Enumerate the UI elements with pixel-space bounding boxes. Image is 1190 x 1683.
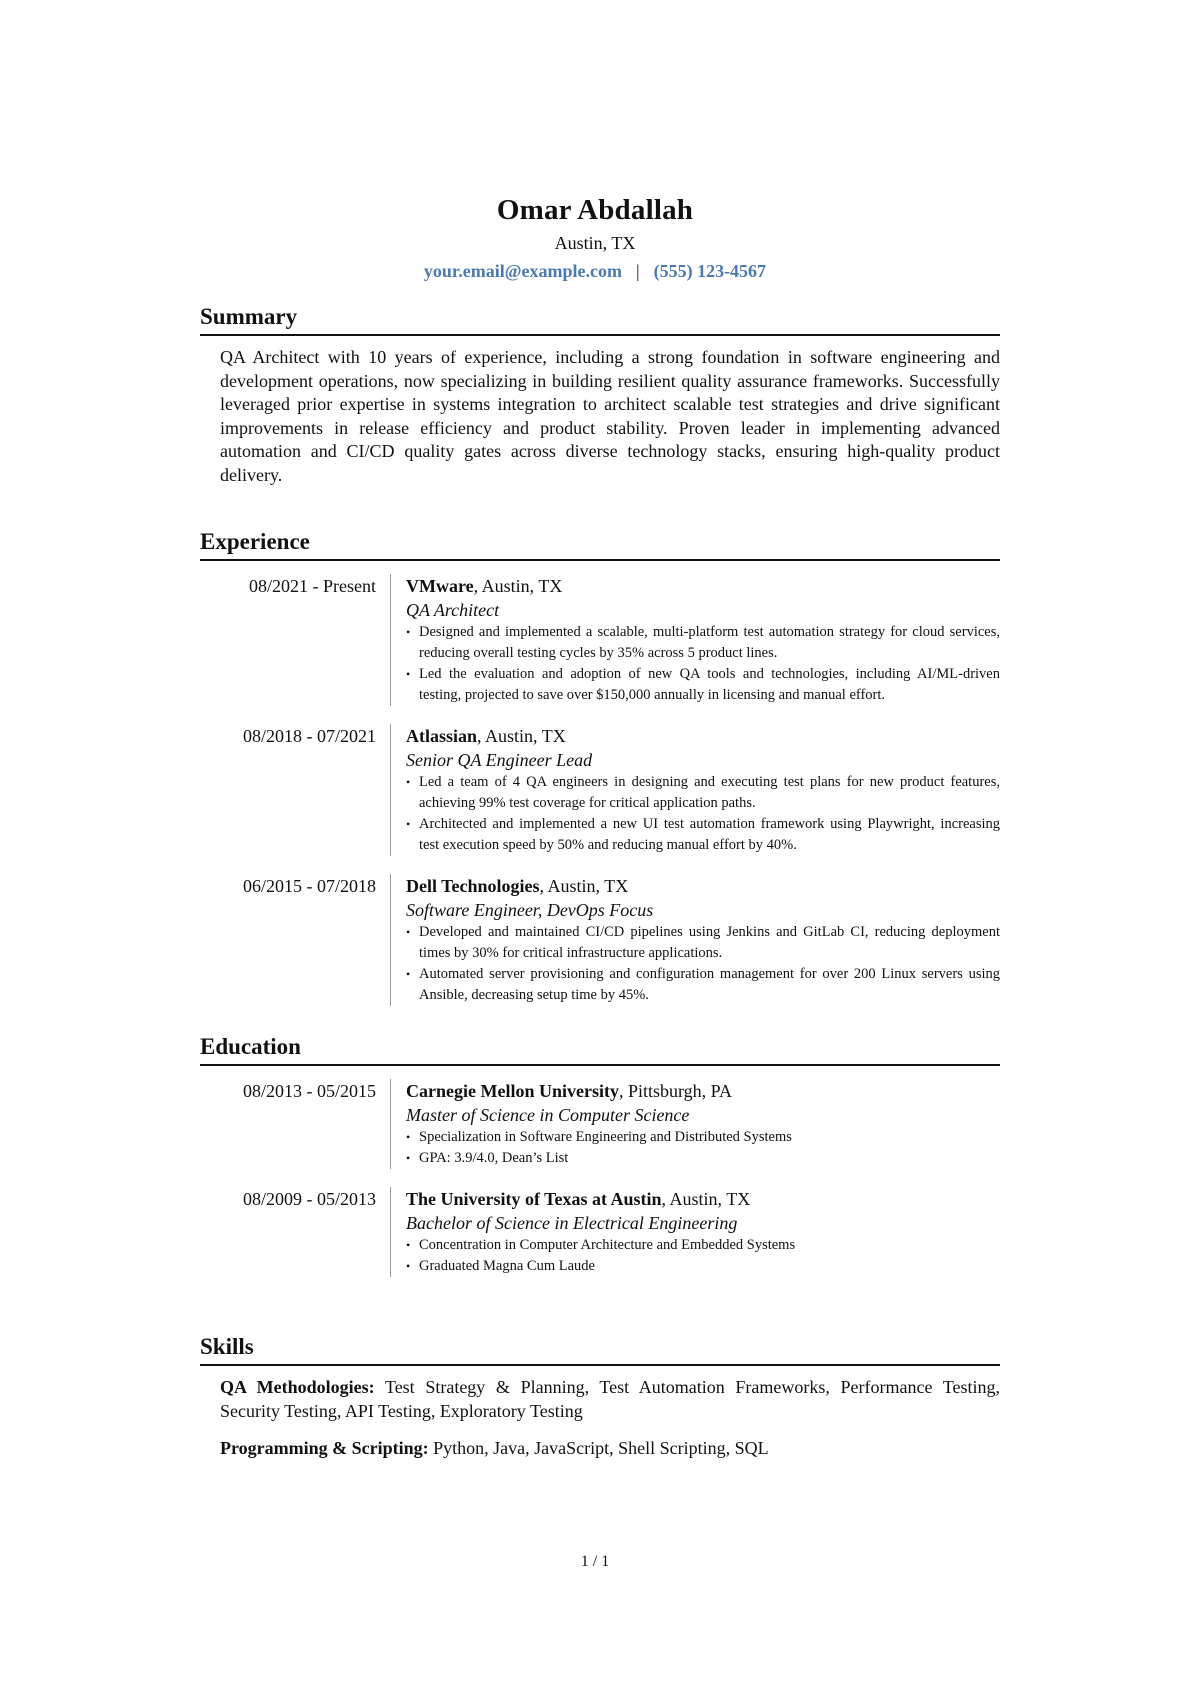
skill-label: QA Methodologies: (220, 1377, 375, 1397)
education-heading: Education (200, 1032, 1000, 1066)
entry-heading (406, 1079, 1000, 1103)
summary-text: QA Architect with 10 years of experience, including a strong foundation in software engineering and development operations, now specializing in building resilient quality assurance frameworks. Successfully leveraged prior expertise in systems integration to architect scalable test strategies and drive significant improvements in release efficiency and product stability. Proven leader in implementing advanced automation and CI/CD quality gates across diverse technology stacks, ensuring high-quality product delivery. (220, 347, 1000, 485)
entry-place: , Pittsburgh, PA (618, 1081, 733, 1101)
page-number: 1 / 1 (580, 1553, 610, 1570)
entry-body (390, 874, 1000, 1006)
entry-place: , Austin, TX (661, 1189, 751, 1209)
bullet-item: • Automated server provisioning and configuration management for over 200 Linux servers using Ansible, decreasing setup time by 45%. (406, 964, 1000, 1006)
bullet-item: • Designed and implemented a scalable, multi-platform test automation strategy for cloud services, reducing overall testing cycles by 35% across 5 product lines. (406, 622, 1000, 664)
skill-label: Programming & Scripting: (220, 1438, 429, 1458)
skills-heading: Skills (200, 1332, 1000, 1366)
entry-role: Bachelor of Science in Electrical Engineering (406, 1213, 738, 1233)
contact-line (0, 256, 1190, 286)
entry-place: , Austin, TX (539, 876, 629, 896)
candidate-location: Austin, TX (554, 233, 636, 253)
phone-link[interactable]: (555) 123-4567 (653, 261, 767, 281)
experience-entry (200, 574, 1000, 706)
entry-bullets (406, 772, 1000, 856)
education-entry (200, 1187, 1000, 1277)
candidate-name: Omar Abdallah (496, 194, 694, 226)
entry-body (390, 724, 1000, 856)
summary-section (200, 302, 1000, 487)
entry-bullets (406, 922, 1000, 1006)
entry-body (390, 1079, 1000, 1169)
entry-date: 08/2009 - 05/2013 (243, 1189, 376, 1209)
skill-value: Test Strategy & Planning, Test Automation Frameworks, Performance Testing, Security Testing, API Testing, Exploratory Testing (220, 1377, 1000, 1421)
entry-body (390, 1187, 1000, 1277)
entry-organization: VMware (406, 576, 474, 596)
experience-entry (200, 724, 1000, 856)
bullet-item: • Graduated Magna Cum Laude (406, 1256, 1000, 1277)
entry-organization: Atlassian (406, 726, 478, 746)
entry-organization: Dell Technologies (406, 876, 540, 896)
entry-bullets (406, 1127, 1000, 1169)
education-section (200, 1032, 1000, 1277)
entry-role: Software Engineer, DevOps Focus (406, 900, 654, 920)
entry-heading (406, 1187, 1000, 1211)
entry-role: Senior QA Engineer Lead (406, 750, 593, 770)
entry-bullets (406, 622, 1000, 706)
entry-date: 06/2015 - 07/2018 (243, 876, 376, 896)
entry-body (390, 574, 1000, 706)
skill-line (220, 1437, 1000, 1461)
entry-place: , Austin, TX (473, 576, 563, 596)
entry-organization: Carnegie Mellon University (406, 1081, 619, 1101)
summary-heading: Summary (200, 302, 1000, 336)
skill-value: Python, Java, JavaScript, Shell Scripting, SQL (428, 1438, 769, 1458)
entry-role: QA Architect (406, 600, 500, 620)
bullet-item: • Concentration in Computer Architecture and Embedded Systems (406, 1235, 1000, 1256)
resume-header (0, 190, 1190, 286)
email-link[interactable]: your.email@example.com (423, 261, 622, 281)
entry-role: Master of Science in Computer Science (406, 1105, 690, 1125)
bullet-item: • Developed and maintained CI/CD pipelines using Jenkins and GitLab CI, reducing deployment times by 30% for critical infrastructure applications. (406, 922, 1000, 964)
entry-heading (406, 874, 1000, 898)
entry-date: 08/2018 - 07/2021 (243, 726, 376, 746)
bullet-item: • Specialization in Software Engineering and Distributed Systems (406, 1127, 1000, 1148)
bullet-item: • Led a team of 4 QA engineers in designing and executing test plans for new product features, achieving 99% test coverage for critical application paths. (406, 772, 1000, 814)
contact-separator: | (635, 261, 640, 281)
experience-heading: Experience (200, 527, 1000, 561)
experience-section (200, 527, 1000, 1006)
entry-organization: The University of Texas at Austin (406, 1189, 662, 1209)
education-entry (200, 1079, 1000, 1169)
bullet-item: • Led the evaluation and adoption of new QA tools and technologies, including AI/ML-driven testing, projected to save over $150,000 annually in licensing and manual effort. (406, 664, 1000, 706)
bullet-item: • Architected and implemented a new UI test automation framework using Playwright, increasing test execution speed by 50% and reducing manual effort by 40%. (406, 814, 1000, 856)
experience-entry (200, 874, 1000, 1006)
entry-place: , Austin, TX (477, 726, 566, 746)
skills-section (200, 1332, 1000, 1461)
entry-date: 08/2021 - Present (249, 576, 376, 596)
entry-date: 08/2013 - 05/2015 (243, 1081, 376, 1101)
entry-bullets (406, 1235, 1000, 1277)
entry-heading (406, 724, 1000, 748)
bullet-item: • GPA: 3.9/4.0, Dean’s List (406, 1148, 1000, 1169)
entry-heading (406, 574, 1000, 598)
skill-line (220, 1376, 1000, 1423)
